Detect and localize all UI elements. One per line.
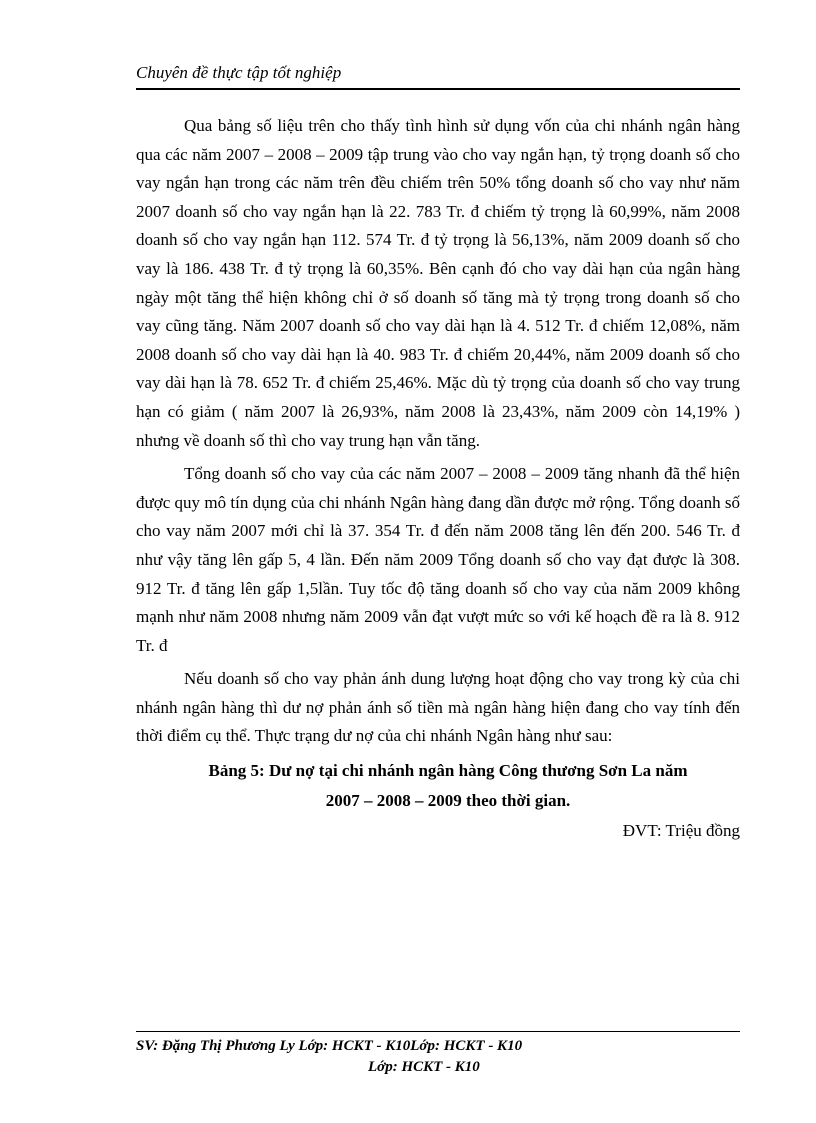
header-divider — [136, 88, 740, 90]
table-title-line-1: Bảng 5: Dư nợ tại chi nhánh ngân hàng Công thương Sơn La năm — [208, 761, 688, 781]
page-footer — [136, 1036, 740, 1078]
document-body — [136, 112, 740, 846]
table-title-line-2: 2007 – 2008 – 2009 theo thời gian. — [325, 791, 571, 811]
footer-line-1: SV: Đặng Thị Phương Ly Lớp: HCKT - K10Lớp: HCKT - K10 — [136, 1038, 523, 1054]
unit-label: ĐVT: Triệu đồng — [622, 821, 740, 841]
paragraph-2: Tổng doanh số cho vay của các năm 2007 – 2008 – 2009 tăng nhanh đã thể hiện được quy mô tín dụng của chi nhánh Ngân hàng đang dần được mở rộng. Tổng doanh số cho vay năm 2007 mới chỉ là 37. 354 Tr. đ đến năm 2008 tăng lên đến 200. 546 Tr. đ như vậy tăng lên gấp 5, 4 lần. Đến năm 2009 Tổng doanh số cho vay đạt được là 308. 912 Tr. đ tăng lên gấp 1,5lần. Tuy tốc độ tăng doanh số cho vay của năm 2009 không mạnh như năm 2008 nhưng năm 2009 vẫn đạt vượt mức so với kế hoạch đề ra là 8. 912 Tr. đ — [136, 464, 740, 655]
paragraph-1: Qua bảng số liệu trên cho thấy tình hình sử dụng vốn của chi nhánh ngân hàng qua các năm 2007 – 2008 – 2009 tập trung vào cho vay ngắn hạn, tỷ trọng doanh số cho vay ngắn hạn trong các năm trên đều chiếm trên 50% tổng doanh số cho vay như năm 2007 doanh số cho vay ngắn hạn là 22. 783 Tr. đ chiếm tỷ trọng là 60,99%, năm 2008 doanh số cho vay ngắn hạn 112. 574 Tr. đ tỷ trọng là 56,13%, năm 2009 doanh số cho vay là 186. 438 Tr. đ tỷ trọng là 60,35%. Bên cạnh đó cho vay dài hạn của ngân hàng ngày một tăng thể hiện không chỉ ở số doanh số tăng mà tỷ trọng trong doanh số cho vay cũng tăng. Năm 2007 doanh số cho vay dài hạn là 4. 512 Tr. đ chiếm 12,08%, năm 2008 doanh số cho vay dài hạn là 40. 983 Tr. đ chiếm 20,44%, năm 2009 doanh số cho vay dài hạn là 78. 652 Tr. đ chiếm 25,46%. Mặc dù tỷ trọng của doanh số cho vay trung hạn có giảm ( năm 2007 là 26,93%, năm 2008 là 23,43%, năm 2009 còn 14,19% ) nhưng về doanh số thì cho vay trung hạn vẫn tăng. — [136, 116, 740, 450]
page-header: Chuyên đề thực tập tốt nghiệp — [136, 63, 342, 82]
footer-divider — [136, 1031, 740, 1032]
footer-line-2: Lớp: HCKT - K10 — [368, 1059, 480, 1075]
paragraph-3: Nếu doanh số cho vay phản ánh dung lượng hoạt động cho vay trong kỳ của chi nhánh ngân hàng thì dư nợ phản ánh số tiền mà ngân hàng hiện đang cho vay tính đến thời điểm cụ thể. Thực trạng dư nợ của chi nhánh Ngân hàng như sau: — [136, 669, 740, 746]
